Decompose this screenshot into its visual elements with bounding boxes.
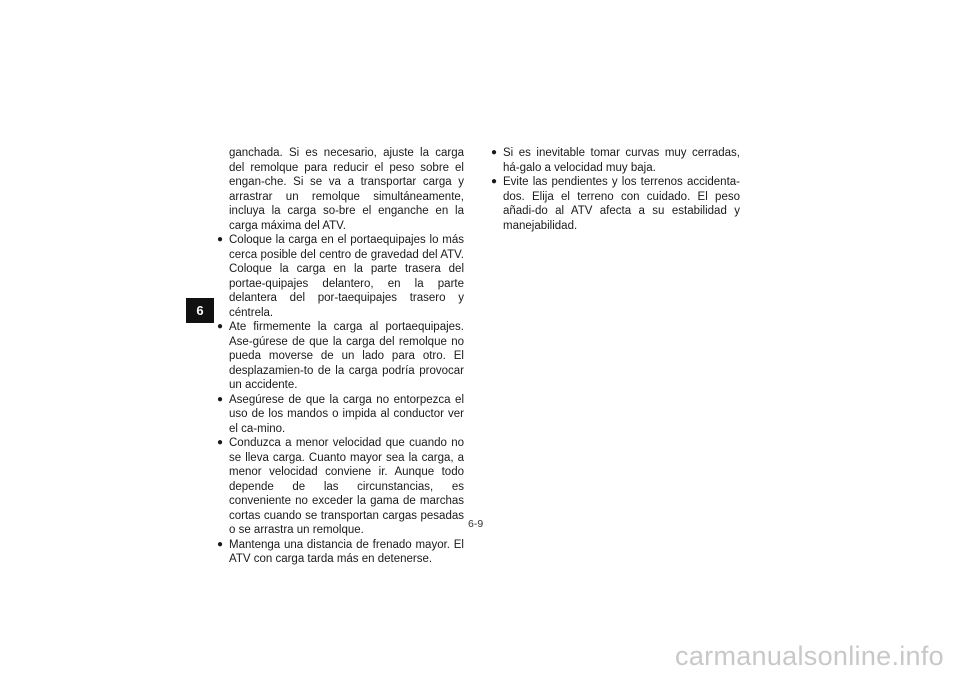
left-column <box>216 146 464 567</box>
bullet-icon: ● <box>491 176 498 187</box>
list-item-text: Ate firmemente la carga al portaequipajes. Ase-gúrese de que la carga del remolque no pueda moverse de un lado para otro. El desplazamien-to de la carga podría provocar un accidente. <box>229 321 464 391</box>
list-item-text: Mantenga una distancia de frenado mayor. El ATV con carga tarda más en detenerse. <box>229 538 464 565</box>
list-item-text: Si es inevitable tomar curvas muy cerradas, há-galo a velocidad muy baja. <box>503 147 740 174</box>
list-item <box>216 538 464 567</box>
list-item <box>490 146 740 175</box>
bullet-icon: ● <box>217 538 224 550</box>
list-item <box>216 393 464 437</box>
bullet-icon: ● <box>217 321 224 332</box>
list-item <box>216 436 464 538</box>
bullet-icon: ● <box>217 234 224 245</box>
list-item <box>216 320 464 393</box>
list-item-text: Asegúrese de que la carga no entorpezca el uso de los mandos o impida al conductor ver el ca-mino. <box>229 393 464 435</box>
bullet-icon: ● <box>217 393 224 405</box>
chapter-tab: 6 <box>186 298 214 323</box>
right-column <box>490 146 740 233</box>
watermark: carmanualsonline.info <box>675 641 944 671</box>
list-item-text: Conduzca a menor velocidad que cuando no se lleva carga. Cuanto mayor sea la carga, a menor velocidad conviene ir. Aunque todo depende de las circunstancias, es conveniente no exceder la gama de marchas cortas cuando se transportan cargas pesadas o se arrastra un remolque. <box>229 437 464 536</box>
list-item <box>490 175 740 233</box>
bullet-icon: ● <box>491 147 498 158</box>
list-item-text: Evite las pendientes y los terrenos accidenta-dos. Elija el terreno con cuidado. El peso añadi-do al ATV afecta a su estabilidad y manejabilidad. <box>503 176 740 232</box>
list-item <box>216 233 464 320</box>
intro-paragraph: ganchada. Si es necesario, ajuste la carga del remolque para reducir el peso sobre el engan-che. Si se va a transportar carga y arrastrar un remolque simultáneamente, incluya la carga so-bre el enganche en la carga máxima del ATV. <box>229 147 464 232</box>
bullet-icon: ● <box>217 437 224 448</box>
list-item-text: Coloque la carga en el portaequipajes lo más cerca posible del centro de gravedad del ATV. Coloque la carga en la parte trasera del portae-quipajes delantero, en la parte delantera del por-taequipajes trasero y céntrela. <box>229 234 464 319</box>
page-number: 6-9 <box>468 518 484 530</box>
